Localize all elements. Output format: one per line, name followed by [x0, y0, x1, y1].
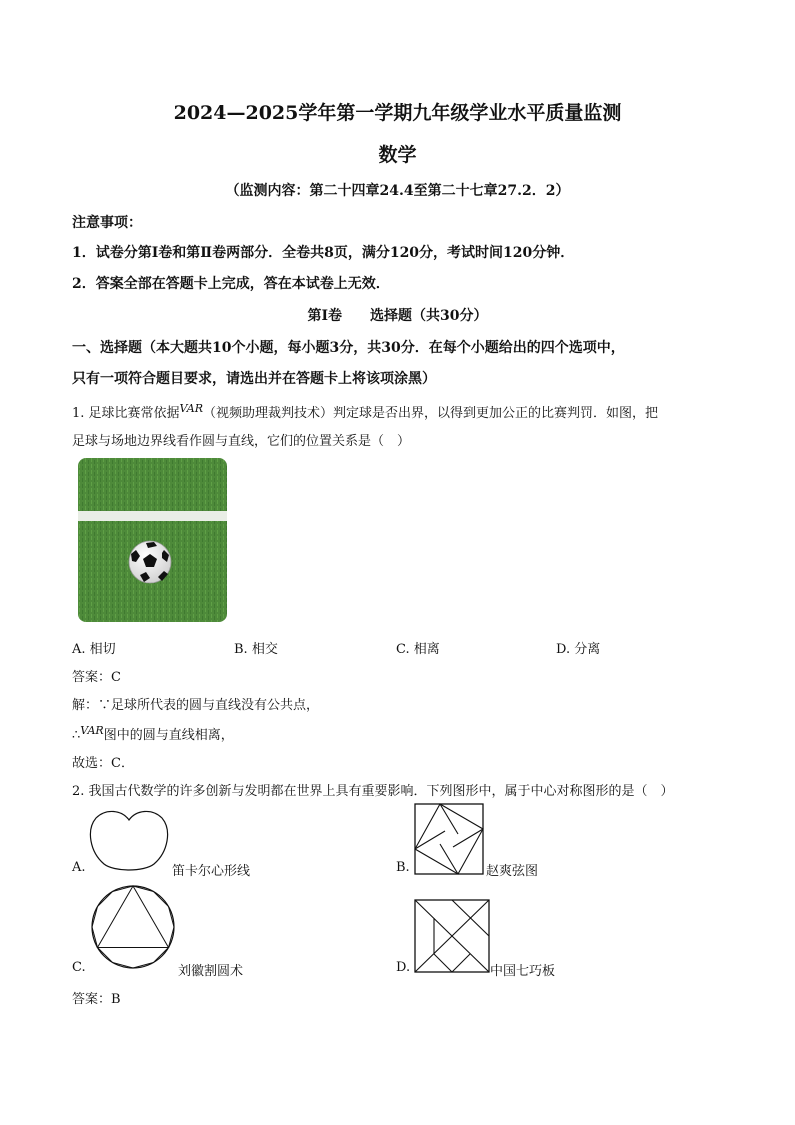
section-heading: 第Ⅰ卷 选择题（共30分） — [307, 308, 488, 324]
q2-option-c-caption: 刘徽割圆术 — [178, 964, 244, 979]
q2-option-a-caption: 笛卡尔心形线 — [172, 864, 251, 879]
q2-stem: 2. 我国古代数学的许多创新与发明都在世界上具有重要影响．下列图形中，属于中心对称图形的是（ ） — [72, 784, 674, 799]
q1-option-c: C. 相离 — [396, 642, 440, 657]
q1-solution-3: 故选：C． — [72, 756, 134, 771]
cardioid-figure — [88, 808, 170, 876]
liu-hui-circle-diagram — [90, 884, 176, 970]
zhao-shuang-diagram — [414, 803, 484, 875]
q2-option-c-letter: C. — [72, 960, 86, 975]
q1-solution-2-text: 图中的圆与直线相离， — [103, 728, 234, 743]
q1-answer: 答案：C — [72, 670, 121, 685]
soccer-field-photo — [78, 458, 227, 622]
q1-stem-line1 — [72, 402, 658, 421]
q2-answer: 答案：B — [72, 992, 121, 1007]
q1-stem-line2: 足球与场地边界线看作圆与直线，它们的位置关系是（ ） — [72, 434, 411, 449]
section-instruction-1: 一、选择题（本大题共10个小题，每小题3分，共30分．在每个小题给出的四个选项中， — [72, 340, 625, 356]
exam-scope: （监测内容：第二十四章24.4至第二十七章27.2．2） — [225, 183, 570, 199]
subject-title: 数学 — [378, 144, 417, 166]
notes-heading: 注意事项： — [72, 215, 142, 231]
q1-option-b: B. 相交 — [234, 642, 278, 657]
tangram-diagram — [414, 899, 490, 973]
q1-stem-suffix: （视频助理裁判技术）判定球是否出界，以得到更加公正的比赛判罚．如图，把 — [202, 406, 658, 421]
q1-option-a: A. 相切 — [72, 642, 116, 657]
q1-solution-1: 解：∵足球所代表的圆与直线没有公共点， — [72, 698, 320, 713]
q1-option-d: D. 分离 — [556, 642, 601, 657]
section-instruction-2: 只有一项符合题目要求，请选出并在答题卡上将该项涂黑） — [72, 371, 436, 387]
q1-var-term: VAR — [179, 402, 203, 415]
q1-solution-therefore: ∴ — [72, 728, 81, 743]
notes-item-1: 1．试卷分第Ⅰ卷和第Ⅱ卷两部分．全卷共8页，满分120分，考试时间120分钟． — [72, 245, 575, 261]
q2-option-a-letter: A. — [72, 860, 86, 875]
q2-option-d-caption: 中国七巧板 — [490, 964, 556, 979]
q2-option-d-letter: D. — [396, 960, 411, 975]
notes-item-2: 2．答案全部在答题卡上完成，答在本试卷上无效． — [72, 276, 390, 292]
q1-stem-prefix: 1. 足球比赛常依据 — [72, 406, 180, 421]
q2-option-b-letter: B. — [396, 860, 410, 875]
q1-solution-2 — [72, 724, 234, 743]
q1-solution-var: VAR — [80, 724, 104, 737]
q2-option-b-caption: 赵爽弦图 — [486, 864, 539, 879]
page-title: 2024—2025学年第一学期九年级学业水平质量监测 — [173, 102, 622, 124]
soccer-ball-on-line-image — [78, 458, 227, 622]
